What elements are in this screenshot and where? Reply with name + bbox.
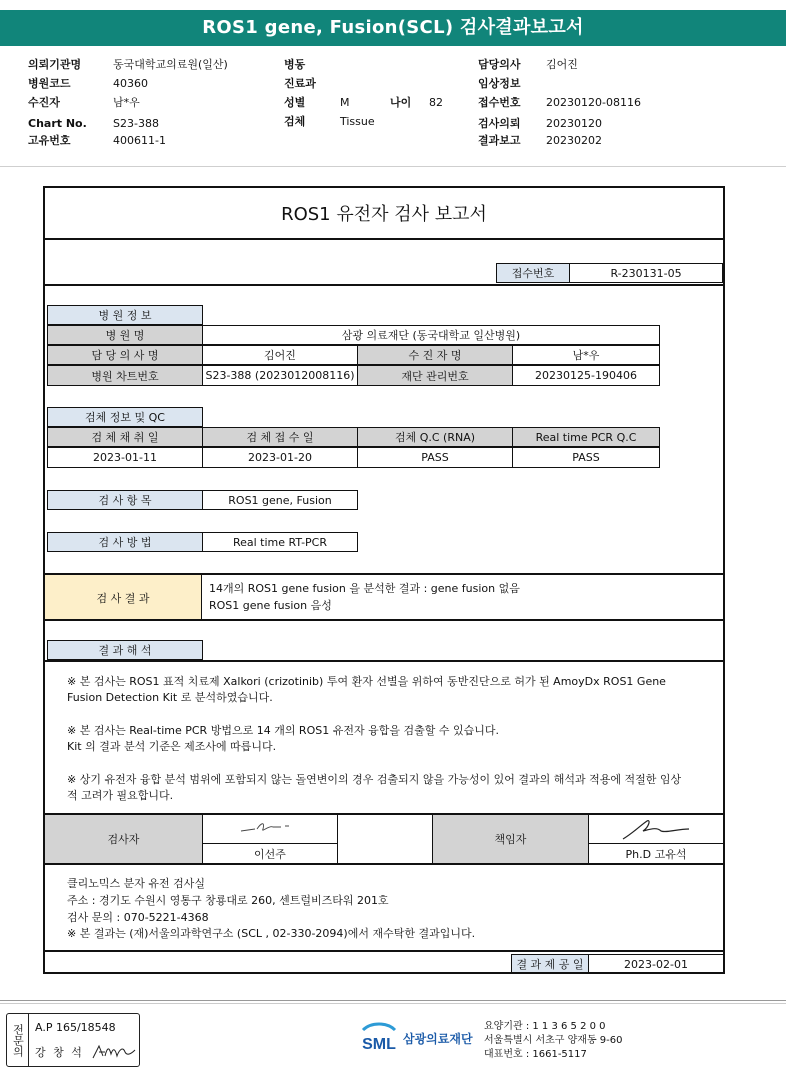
- stamp-line-2: 강 창 석: [35, 1046, 84, 1059]
- method-value: Real time RT-PCR: [202, 532, 358, 552]
- note-line: 적 고려가 필요합니다.: [67, 789, 174, 802]
- header-label: 검사의뢰: [478, 117, 521, 130]
- report-title: ROS1 유전자 검사 보고서: [281, 204, 487, 225]
- divider: [45, 660, 723, 662]
- sml-logo-name: 삼광의료재단: [403, 1031, 473, 1046]
- header-value: 20230120: [546, 117, 602, 130]
- header-label: 담당의사: [478, 58, 521, 71]
- foundation-label: 재단 관리번호: [357, 365, 513, 386]
- header-label: 검체: [284, 115, 306, 128]
- divider: [45, 619, 723, 621]
- hospital-name-label: 병 원 명: [47, 325, 203, 345]
- page-title: ROS1 gene, Fusion(SCL) 검사결과보고서: [0, 10, 786, 46]
- svg-text:SML: SML: [362, 1036, 396, 1053]
- hospital-name-value: 삼광 의료재단 (동국대학교 일산병원): [202, 325, 660, 345]
- divider: [45, 863, 723, 865]
- header-label: 성별: [284, 96, 306, 109]
- section-interpretation: 결 과 해 석: [47, 640, 203, 660]
- note-line: Fusion Detection Kit 로 분석하였습니다.: [67, 691, 273, 704]
- lab-line: 주소 : 경기도 수원시 영통구 창룡대로 260, 센트럴비즈타워 201호: [67, 894, 389, 907]
- tester-label: 검사자: [45, 815, 203, 863]
- patient-label: 수 진 자 명: [357, 345, 513, 365]
- result-label: 검 사 결 과: [45, 575, 202, 620]
- lab-line: 검사 문의 : 070-5221-4368: [67, 911, 209, 924]
- header-value: 20230120-08116: [546, 96, 641, 109]
- header-value: 동국대학교의료원(일산): [113, 58, 228, 71]
- spec-header: 검체 Q.C (RNA): [357, 427, 513, 447]
- footer-info-line: 요양기관 : 1 1 3 6 5 2 0 0: [484, 1021, 606, 1032]
- header-label: 수진자: [28, 96, 60, 109]
- spec-value: 2023-01-11: [47, 447, 203, 468]
- chart-value: S23-388 (2023012008116): [202, 365, 358, 386]
- receipt-label: 접수번호: [496, 263, 570, 283]
- header-label: Chart No.: [28, 117, 87, 130]
- header-value: 20230202: [546, 134, 602, 147]
- header-label: 의뢰기관명: [28, 58, 82, 71]
- empty-cell: [338, 815, 433, 863]
- divider: [45, 950, 723, 952]
- footer-info-line: 서울특별시 서초구 양재동 9-60: [484, 1035, 623, 1046]
- header-divider: [0, 166, 786, 167]
- footer-divider: [0, 1003, 786, 1004]
- header-value: 40360: [113, 77, 148, 90]
- chart-label: 병원 차트번호: [47, 365, 203, 386]
- provided-date-value: 2023-02-01: [588, 954, 723, 973]
- test-item-label: 검 사 항 목: [47, 490, 203, 510]
- method-label: 검 사 방 법: [47, 532, 203, 552]
- foundation-value: 20230125-190406: [512, 365, 660, 386]
- stamp-line-1: A.P 165/18548: [35, 1021, 116, 1034]
- stamp-signature: [91, 1040, 137, 1062]
- header-label: 고유번호: [28, 134, 71, 147]
- provided-date-label: 결 과 제 공 일: [511, 954, 589, 973]
- footer-info: [484, 1020, 623, 1062]
- test-item-value: ROS1 gene, Fusion: [202, 490, 358, 510]
- note-line: ※ 상기 유전자 융합 분석 범위에 포함되지 않는 돌연변이의 경우 검출되지 않을 가능성이 있어 결과의 해석과 적용에 적절한 임상: [67, 773, 682, 786]
- spec-value: PASS: [512, 447, 660, 468]
- responsible-signature-cell: [589, 815, 723, 863]
- footer-info-line: 대표번호 : 1661-5117: [484, 1049, 587, 1060]
- sml-logo-icon: [357, 1020, 401, 1056]
- header-value: 400611-1: [113, 134, 166, 147]
- footer-divider: [0, 1000, 786, 1001]
- header-label: 임상정보: [478, 77, 521, 90]
- header-label: 병동: [284, 58, 306, 71]
- divider: [45, 284, 723, 286]
- header-label: 병원코드: [28, 77, 71, 90]
- responsible-name: Ph.D 고유석: [589, 843, 723, 863]
- pathologist-stamp: [6, 1013, 140, 1067]
- tester-signature: [203, 815, 338, 843]
- section-specimen-info: 검체 정보 및 QC: [47, 407, 203, 427]
- doctor-value: 김어진: [202, 345, 358, 365]
- age-label: 나이: [390, 96, 412, 109]
- header-label: 결과보고: [478, 134, 521, 147]
- tester-name: 이선주: [203, 843, 337, 863]
- age-value: 82: [429, 96, 443, 109]
- spec-header: Real time PCR Q.C: [512, 427, 660, 447]
- responsible-signature: [589, 815, 723, 843]
- spec-value: PASS: [357, 447, 513, 468]
- tester-signature-cell: [203, 815, 338, 863]
- section-hospital-info: 병 원 정 보: [47, 305, 203, 325]
- result-line-2: ROS1 gene fusion 음성: [209, 599, 332, 612]
- sml-logo: [357, 1020, 473, 1056]
- note-line: ※ 본 검사는 ROS1 표적 치료제 Xalkori (crizotinib) 투여 환자 선별을 위하여 동반진단으로 허가 된 AmoyDx ROS1 Gene: [67, 675, 666, 688]
- spec-value: 2023-01-20: [202, 447, 358, 468]
- spec-header: 검 체 채 취 일: [47, 427, 203, 447]
- divider: [45, 238, 723, 240]
- header-value: 남*우: [113, 96, 140, 109]
- header-label: 진료과: [284, 77, 316, 90]
- stamp-side-label: 전문의: [7, 1014, 29, 1066]
- responsible-label: 책임자: [433, 815, 589, 863]
- header-value: 김어진: [546, 58, 578, 71]
- header-value: M: [340, 96, 350, 109]
- lab-line: ※ 본 결과는 (재)서울의과학연구소 (SCL , 02-330-2094)에서 재수탁한 결과입니다.: [67, 927, 476, 940]
- receipt-value: R-230131-05: [569, 263, 723, 283]
- report-document: [43, 186, 725, 974]
- patient-value: 남*우: [512, 345, 660, 365]
- doctor-label: 담 당 의 사 명: [47, 345, 203, 365]
- note-line: Kit 의 결과 분석 기준은 제조사에 따릅니다.: [67, 740, 277, 753]
- result-line-1: 14개의 ROS1 gene fusion 을 분석한 결과 : gene fusion 없음: [209, 582, 520, 595]
- header-label: 접수번호: [478, 96, 521, 109]
- spec-header: 검 체 접 수 일: [202, 427, 358, 447]
- header-value: Tissue: [340, 115, 375, 128]
- header-value: S23-388: [113, 117, 159, 130]
- note-line: ※ 본 검사는 Real-time PCR 방법으로 14 개의 ROS1 유전자 융합을 검출할 수 있습니다.: [67, 724, 499, 737]
- lab-line: 클리노믹스 분자 유전 검사실: [67, 877, 206, 890]
